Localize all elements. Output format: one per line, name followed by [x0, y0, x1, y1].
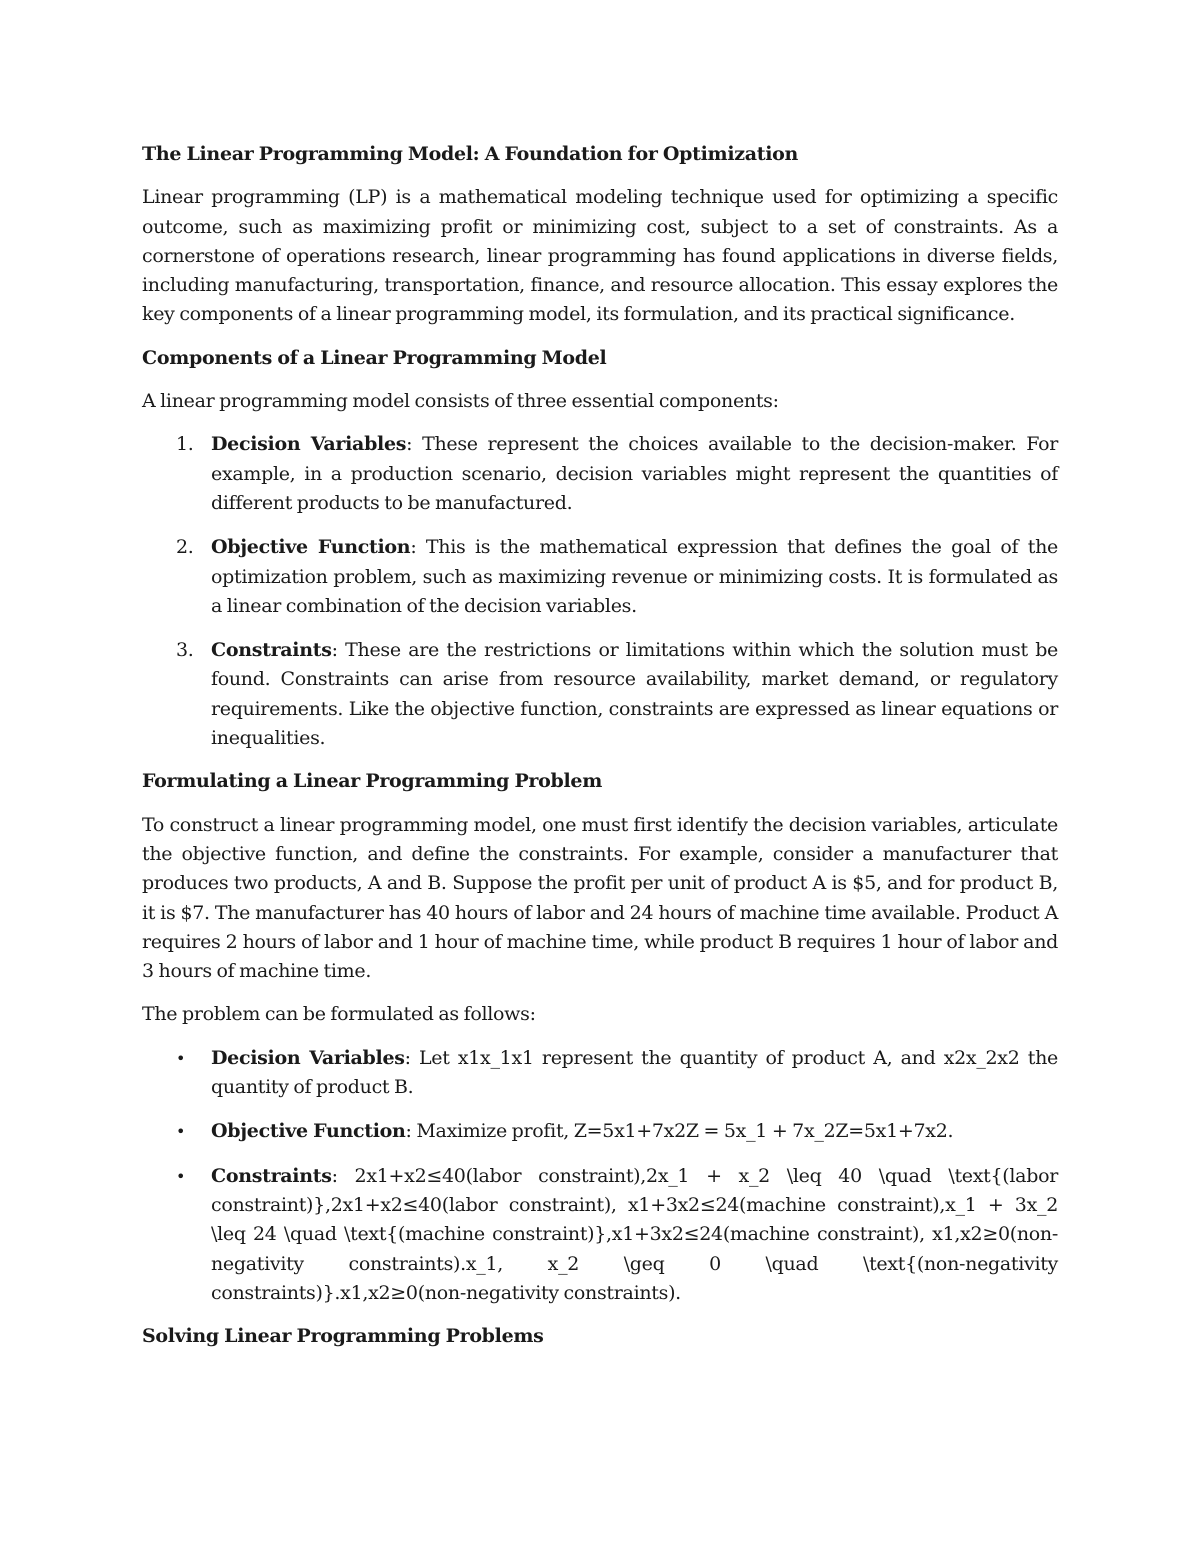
- formulating-paragraph: To construct a linear programming model, one must first identify the decision variables, articulate the objective function, and define the constraints. For example, consider a manufacturer that produces two products, A and B. Suppose the profit per unit of product A is $5, and for product B, it is $7. The manufacturer has 40 hours of labor and 24 hours of machine time available. Product A requires 2 hours of labor and 1 hour of machine time, while product B requires 1 hour of labor and 3 hours of machine time.: [142, 813, 1058, 983]
- list-item: [142, 1044, 1058, 1103]
- intro-paragraph: Linear programming (LP) is a mathematical modeling technique used for optimizing a specific outcome, such as maximizing profit or minimizing cost, subject to a set of constraints. As a cornerstone of operations research, linear programming has found applications in diverse fields, including manufacturing, transportation, finance, and resource allocation. This essay explores the key components of a linear programming model, its formulation, and its practical significance.: [142, 186, 1058, 326]
- formulated-intro: The problem can be formulated as follows:: [142, 1003, 536, 1026]
- list-number: 2.: [176, 536, 194, 559]
- list-item: [142, 1117, 1058, 1146]
- list-text: : These are the restrictions or limitations within which the solution must be found. Constraints can arise from resource availability, market demand, or regulatory requirements. Like the objective function, constraints are expressed as linear equations or inequalities.: [211, 639, 1058, 750]
- list-term: Decision Variables: [211, 433, 407, 456]
- components-intro: A linear programming model consists of three essential components:: [142, 390, 779, 413]
- formulation-list: [142, 1044, 1058, 1308]
- list-term: Objective Function: [211, 1120, 406, 1143]
- list-term: Decision Variables: [211, 1046, 405, 1069]
- list-term: Constraints: [211, 639, 332, 662]
- list-text: : These represent the choices available to the decision-maker. For example, in a production scenario, decision variables might represent the quantities of different products to be manufactured.: [211, 433, 1059, 514]
- list-item: [142, 430, 1058, 518]
- list-item: [142, 1162, 1058, 1308]
- list-term: Objective Function: [211, 536, 411, 559]
- bullet-icon: •: [176, 1166, 186, 1186]
- list-item: [142, 636, 1058, 753]
- list-text: : This is the mathematical expression that defines the goal of the optimization problem, such as maximizing revenue or minimizing costs. It is formulated as a linear combination of the decision variables.: [211, 536, 1058, 617]
- bullet-icon: •: [176, 1122, 186, 1142]
- list-term: Constraints: [211, 1164, 332, 1187]
- formulating-heading: Formulating a Linear Programming Problem: [142, 770, 603, 793]
- list-number: 3.: [176, 639, 194, 662]
- list-item: [142, 533, 1058, 621]
- document-page: [142, 140, 1058, 1365]
- list-text: : Let x1x_1x1 represent the quantity of product A, and x2x_2x2 the quantity of product B.: [211, 1046, 1058, 1099]
- list-text: : Maximize profit, Z=5x1+7x2Z = 5x_1 + 7x_2Z=5x1+7x2.: [405, 1120, 954, 1143]
- components-list: [142, 430, 1058, 753]
- bullet-icon: •: [176, 1048, 186, 1068]
- list-number: 1.: [176, 433, 194, 456]
- document-title: The Linear Programming Model: A Foundation for Optimization: [142, 143, 799, 165]
- list-text: : 2x1+x2≤40(labor constraint),2x_1 + x_2 \leq 40 \quad \text{(labor constraint)},2x1+x2≤40(labor constraint), x1+3x2≤24(machine constraint),x_1 + 3x_2 \leq 24 \quad \text{(machine constraint)},x1+3x2≤24(machine constraint), x1,x2≥0(non-negativity constraints).x_1, x_2 \geq 0 \quad \text{(non-negativity constraints)}.x1,x2≥0(non-negativity constraints).: [211, 1164, 1058, 1304]
- solving-heading: Solving Linear Programming Problems: [142, 1325, 544, 1348]
- components-heading: Components of a Linear Programming Model: [142, 346, 607, 369]
